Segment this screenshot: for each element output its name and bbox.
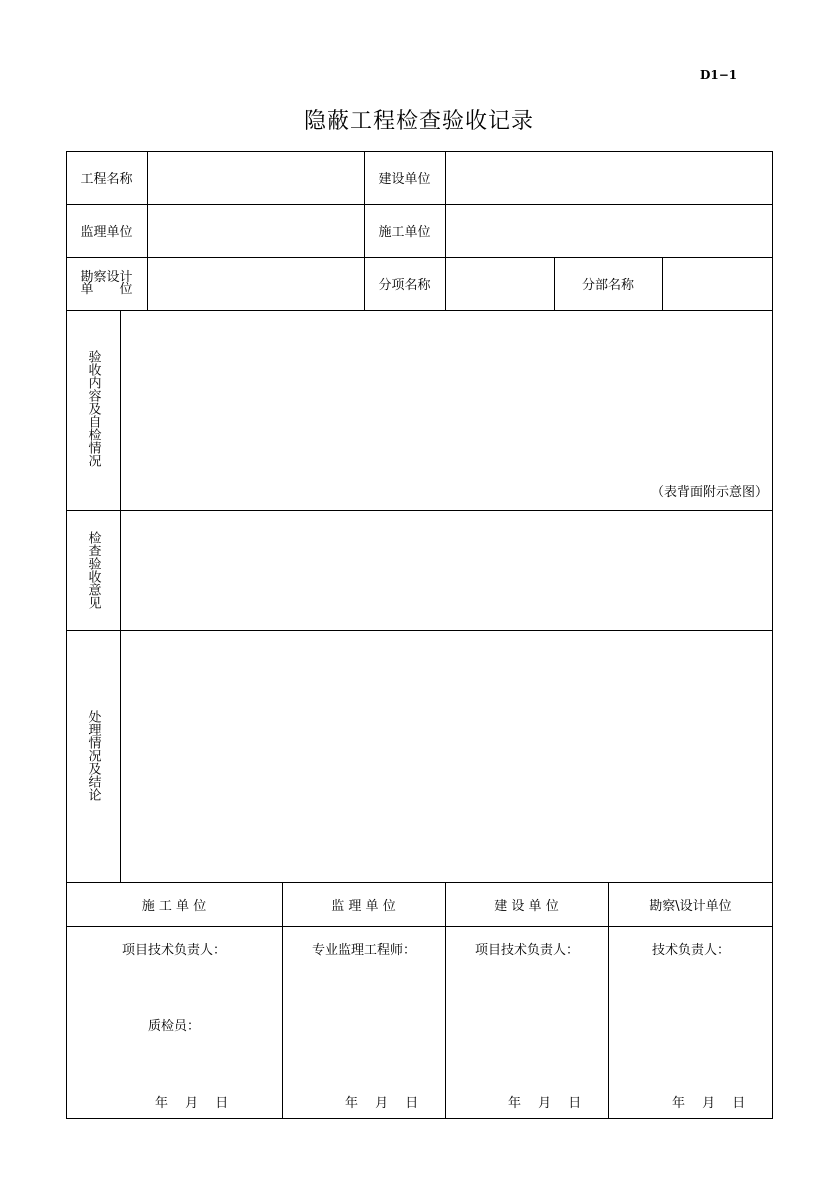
quality-inspector-label: 质检员： [148,1019,201,1034]
construction-owner-field[interactable] [446,152,772,204]
handling-result-label: 处理情况及结论 [85,709,101,801]
construction-owner-label: 建设单位 [378,172,431,187]
handling-result-area[interactable] [121,631,772,882]
division-name-label: 分部名称 [581,278,634,293]
sub-item-name-label: 分项名称 [378,278,431,293]
acceptance-content-label: 验收内容及自检情况 [85,349,101,467]
contractor-unit-label: 施工单位 [378,225,431,240]
survey-design-unit-field[interactable] [148,258,364,310]
contractor-tech-lead-label: 项目技术负责人： [122,943,227,958]
signoff-header-contractor: 施 工 单 位 [141,898,207,914]
supervision-date: 年 月 日 [345,1096,419,1111]
survey-design-label-line2: 单 位 [80,281,133,297]
division-name-field[interactable] [663,258,772,310]
signoff-header-owner: 建 设 单 位 [494,898,559,914]
signoff-header-supervision: 监 理 单 位 [331,898,396,914]
supervision-engineer-label: 专业监理工程师： [312,943,417,958]
form-code: D1−1 [700,68,738,82]
signoff-header-survey-design: 勘察\设计单位 [649,898,732,914]
supervision-unit-field[interactable] [148,205,364,257]
survey-design-date: 年 月 日 [672,1096,746,1111]
survey-design-label-line1: 勘察设计 [80,269,133,285]
owner-tech-lead-label: 项目技术负责人： [475,943,580,958]
survey-design-unit-label [66,257,147,310]
project-name-field[interactable] [148,152,364,204]
diagram-note: （表背面附示意图） [650,485,768,500]
contractor-date: 年 月 日 [155,1096,229,1111]
page-title: 隐蔽工程检查验收记录 [303,109,534,134]
project-name-label: 工程名称 [80,172,133,187]
survey-tech-lead-label: 技术负责人： [652,943,731,958]
contractor-unit-field[interactable] [446,205,772,257]
owner-date: 年 月 日 [508,1096,582,1111]
inspection-opinion-label: 检查验收意见 [85,531,101,609]
supervision-unit-label: 监理单位 [80,225,133,240]
sub-item-name-field[interactable] [446,258,554,310]
inspection-opinion-area[interactable] [121,511,772,630]
